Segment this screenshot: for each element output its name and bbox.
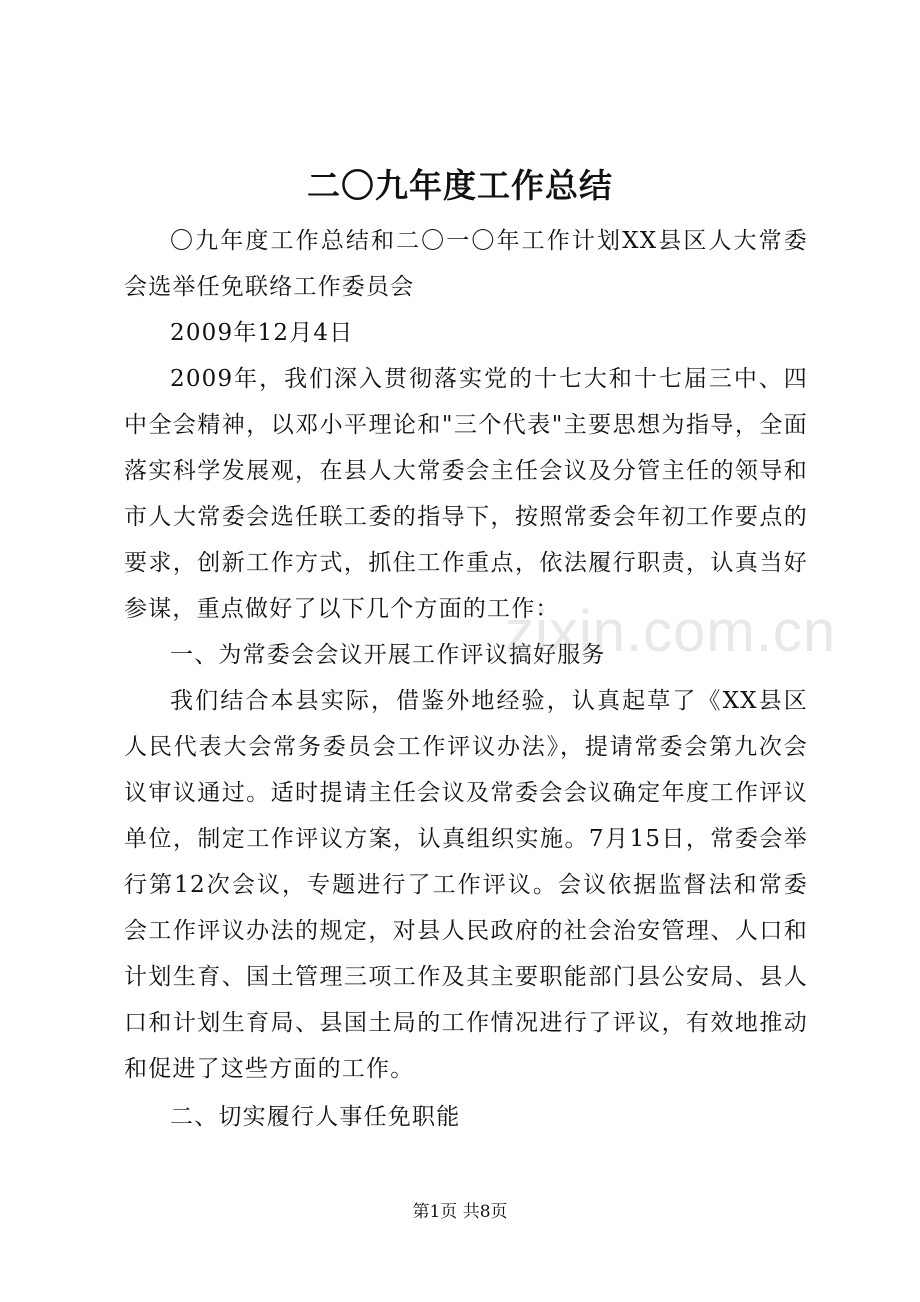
paragraph-heading-1: 一、为常委会会议开展工作评议搞好服务 [170,642,606,668]
document-title: 二〇九年度工作总结 [307,166,613,205]
watermark: zixin.com.cn [505,599,837,664]
document-body [124,218,808,1140]
paragraph-date: 2009年12月4日 [170,320,354,346]
paragraph-heading-2: 二、切实履行人事任免职能 [170,1104,461,1130]
paragraph-section-1: 我们结合本县实际，借鉴外地经验，认真起草了《XX县区人民代表大会常务委员会工作评议办法》，提请常委会第九次会议审议通过。适时提请主任会议及常委会会议确定年度工作评议单位，制定工作评议方案，认真组织实施。7月15日，常委会举行第12次会议，专题进行了工作评议。会议依据监督法和常委会工作评议办法的规定，对县人民政府的社会治安管理、人口和计划生育、国土管理三项工作及其主要职能部门县公安局、县人口和计划生育局、县国土局的工作情况进行了评议，有效地推动和促进了这些方面的工作。 [124,688,808,1082]
paragraph-intro: 2009年，我们深入贯彻落实党的十七大和十七届三中、四中全会精神，以邓小平理论和"三个代表"主要思想为指导，全面落实科学发展观，在县人大常委会主任会议及分管主任的领导和市人大常委会选任联工委的指导下，按照常委会年初工作要点的要求，创新工作方式，抓住工作重点，依法履行职责，认真当好参谋，重点做好了以下几个方面的工作： [124,366,808,622]
paragraph-subtitle: 〇九年度工作总结和二〇一〇年工作计划XX县区人大常委会选举任免联络工作委员会 [124,228,808,300]
page-footer: 第1页 共8页 [412,1202,508,1222]
